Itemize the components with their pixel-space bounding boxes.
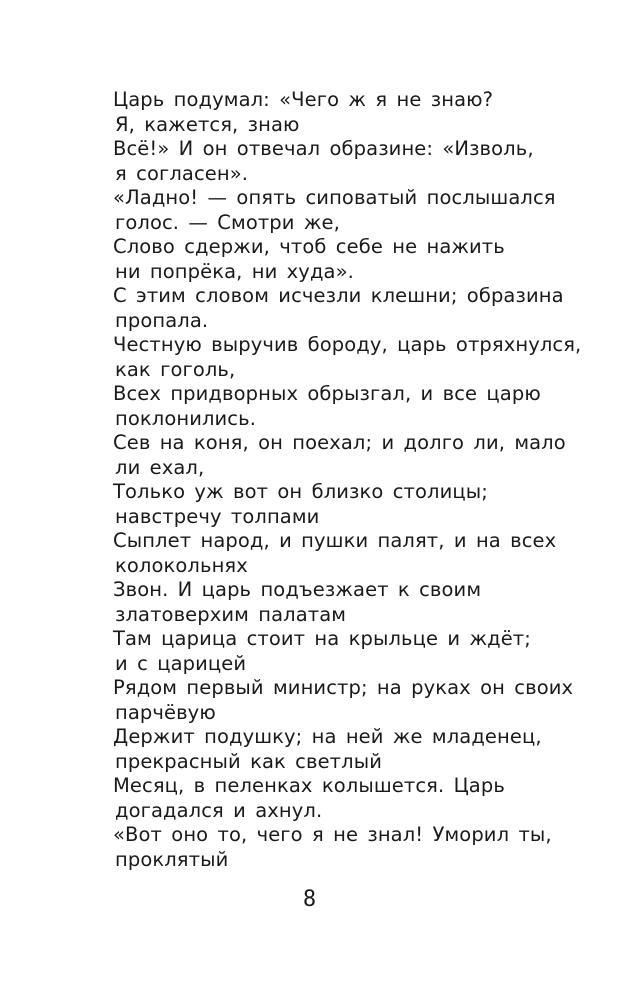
- poem-line: «Вот оно то, чего я не знал! Уморил ты,: [113, 823, 552, 846]
- poem-line: пропала.: [115, 308, 209, 332]
- poem-line: Всех придворных обрызгал, и все царю: [113, 382, 541, 405]
- poem-line: Там царица стоит на крыльце и ждёт;: [113, 627, 531, 650]
- poem-line: ли ехал,: [115, 455, 205, 479]
- poem-line: и с царицей: [115, 651, 247, 675]
- poem-line: Всё!» И он отвечал образине: «Изволь,: [113, 137, 534, 160]
- poem-line: догадался и ахнул.: [115, 798, 323, 822]
- poem-line: поклонились.: [115, 406, 257, 430]
- poem-line: Царь подумал: «Чего ж я не знаю?: [113, 88, 494, 111]
- poem-line: проклятый: [115, 847, 229, 871]
- poem-line: «Ладно! — опять сиповатый послышался: [113, 186, 556, 209]
- poem-line: как гоголь,: [115, 357, 236, 381]
- poem-line: колокольнях: [115, 553, 248, 577]
- poem-text: [113, 88, 582, 872]
- poem-line: С этим словом исчезли клешни; образина: [113, 284, 564, 307]
- poem-line: златоверхим палатам: [115, 602, 347, 626]
- page-number: 8: [302, 887, 317, 912]
- poem-line: Месяц, в пеленках колышется. Царь: [113, 774, 505, 797]
- poem-line: Звон. И царь подъезжает к своим: [113, 578, 482, 601]
- poem-line: навстречу толпами: [115, 504, 320, 528]
- poem-line: Честную выручив бороду, царь отряхнулся,: [113, 333, 582, 356]
- poem-line: Сыплет народ, и пушки палят, и на всех: [113, 529, 557, 552]
- poem-line: Я, кажется, знаю: [115, 112, 300, 136]
- poem-line: парчёвую: [115, 700, 216, 724]
- poem-line: Рядом первый министр; на руках он своих: [113, 676, 574, 699]
- poem-line: Держит подушку; на ней же младенец,: [113, 725, 542, 748]
- poem-line: Сев на коня, он поехал; и долго ли, мало: [113, 431, 566, 454]
- poem-line: Только уж вот он близко столицы;: [113, 480, 488, 503]
- poem-line: Слово сдержи, чтоб себе не нажить: [113, 235, 505, 258]
- poem-line: голос. — Смотри же,: [115, 210, 340, 234]
- poem-line: я согласен».: [115, 161, 249, 185]
- poem-line: ни попрёка, ни худа».: [115, 259, 354, 283]
- poem-line: прекрасный как светлый: [115, 749, 382, 773]
